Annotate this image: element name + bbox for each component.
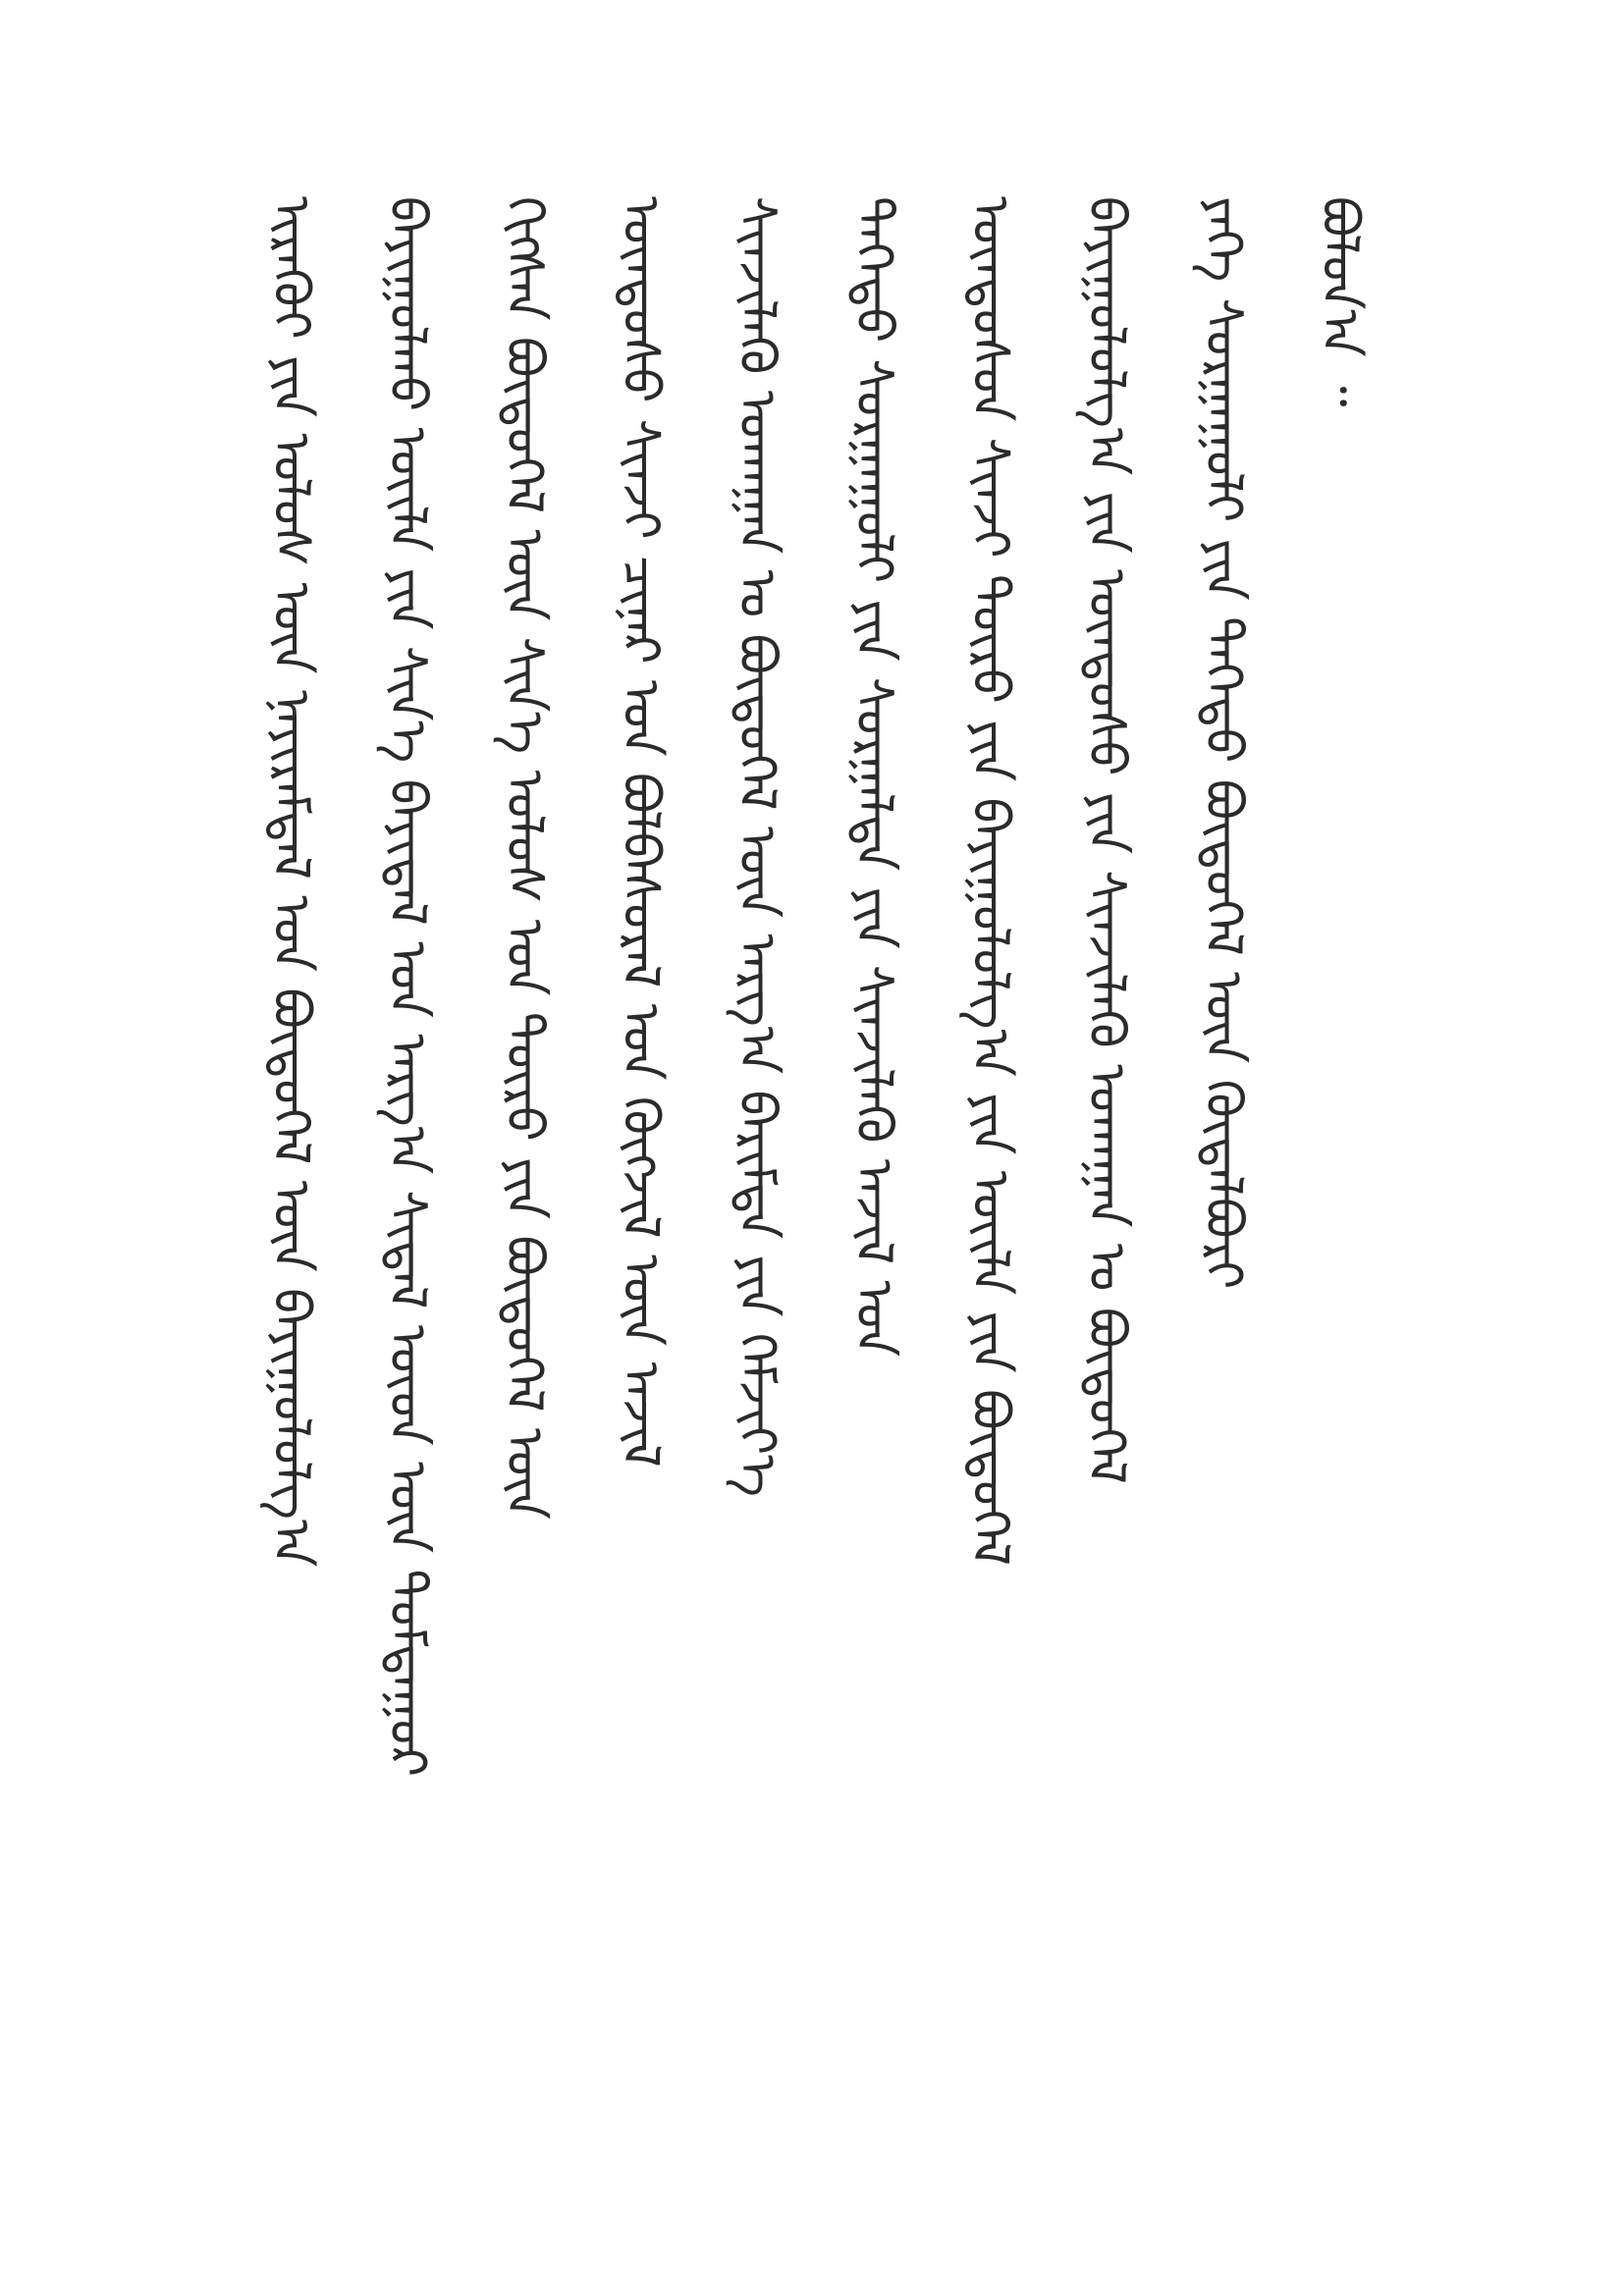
text-line-1: ᠢᠷᠡᠭᠦᠢ ᠶᠢᠨ ᠤᠯᠤᠰ ᠦᠨ ᠨᠠᠶᠢᠷᠠᠮᠳᠠᠯ ᠤᠨ ᠪᠦᠲᠦᠭᠡᠯ ᠦᠨ ᠪᠠᠶᠢᠭᠤᠯᠤᠯᠭ᠎ᠠ [261, 196, 320, 1568]
text-line-5: ᠰᠢᠨᠵᠢᠯᠡᠬᠦ ᠤᠬᠠᠭᠠᠨ ᠤ ᠪᠦᠲᠦᠭᠡᠯ ᠦᠨ ᠠᠷᠭ᠎ᠠ ᠪᠠᠷᠢᠮᠲᠠ ᠶᠢᠨ ᠬᠡᠮᠵᠢᠶ᠎ᠡ [727, 196, 786, 1497]
text-line-10: ᠪᠣᠯᠤᠨ᠎ᠠ ᠃ [1309, 196, 1369, 407]
text-line-2: ᠪᠠᠶᠢᠭᠤᠯᠬᠤ ᠦᠢᠯᠡ ᠶᠢᠨ ᠰᠢᠨ᠎ᠡ ᠪᠠᠶᠢᠳᠠᠯ ᠤᠨ ᠠᠷᠭ᠎ᠠ ᠰᠢᠳᠡᠯ ᠦᠳ ᠦᠨ ᠳᠤᠮᠳᠠᠭᠤᠷ [377, 196, 437, 1777]
text-line-9: ᠶᠡᠬᠡ ᠰᠤᠷᠭᠠᠭᠤᠯᠢ ᠶᠢᠨ ᠳᠡᠭᠡᠳᠦ ᠪᠦᠲᠦᠭᠡᠯ ᠦᠨ ᠬᠥᠲᠡᠯᠪᠦᠷᠢ [1193, 196, 1253, 1290]
text-line-6: ᠳᠡᠭᠡᠳᠦ ᠰᠤᠷᠭᠠᠭᠤᠯᠢ ᠶᠢᠨ ᠰᠤᠷᠭᠠᠯᠲᠠ ᠶᠢᠨ ᠰᠢᠨᠵᠢᠯᠡᠬᠦ ᠠᠵᠢᠯ ᠤᠨ [843, 196, 903, 1358]
text-line-3: ᠬᠢᠭ᠌ᠰᠡᠨ ᠪᠦᠲᠦᠭᠡᠯ ᠦᠨ ᠰᠢᠨ᠎ᠡ ᠤᠯᠤᠰ ᠤᠨ ᠲᠦᠷᠦ ᠶᠢᠨ ᠪᠦᠲᠦᠭᠡᠯ ᠦᠨ [494, 196, 554, 1520]
mongolian-vertical-text-block [261, 196, 1369, 2061]
text-line-4: ᠦᠨᠳᠦᠰᠦ ᠰᠢᠨᠵᠢ ᠴᠢᠨᠠᠷ ᠤᠨ ᠪᠣᠯᠪᠠᠰᠤᠷᠠᠯ ᠤᠨ ᠬᠥᠭᠵᠢᠯ ᠦᠨ ᠠᠵᠢᠯ [610, 196, 670, 1468]
text-line-7: ᠦᠨᠳᠦᠰᠦᠨ ᠰᠢᠨᠵᠢ ᠲᠥᠷᠦ ᠶᠢᠨ ᠪᠠᠶᠢᠭᠤᠯᠤᠯᠭ᠎ᠠ ᠶᠢᠨ ᠦᠢᠯᠡ ᠶᠢᠨ ᠪᠦᠲᠦᠭᠡᠯ [959, 196, 1019, 1566]
text-line-8: ᠪᠠᠶᠢᠭᠤᠯᠤᠯᠭ᠎ᠠ ᠶᠢᠨ ᠦᠨᠳᠦᠰᠦ ᠶᠢᠨ ᠰᠢᠨᠵᠢᠯᠡᠬᠦ ᠤᠬᠠᠭᠠᠨ ᠤ ᠪᠦᠲᠦᠭᠡᠯ [1076, 196, 1136, 1484]
